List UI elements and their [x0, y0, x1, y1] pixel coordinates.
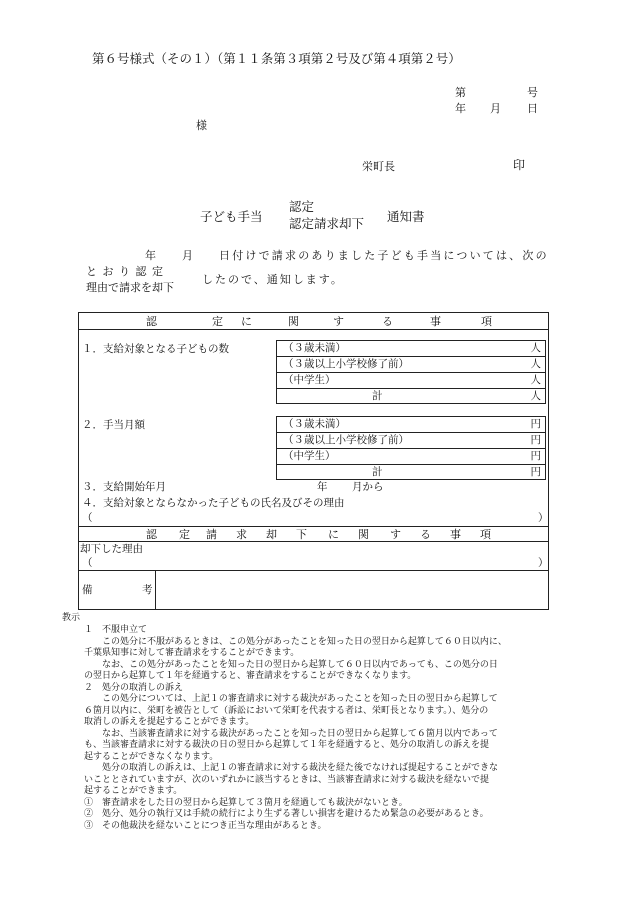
instruction-body: [84, 625, 624, 832]
instruction-line: いこととされていますが、次のいずれかに該当するときは、当該審査請求に対する裁決を経ないで提: [84, 774, 490, 785]
instruction-line: ③ その他裁決を経ないことにつき正当な理由があるとき。: [84, 820, 327, 831]
item1-total: 計: [372, 390, 383, 402]
item1-row-junior-high: （中学生）: [283, 374, 336, 386]
instruction-line: 取消しの訴えを提起することができます。: [84, 717, 255, 727]
divider: [78, 570, 549, 571]
instruction-line: ② 処分、処分の執行又は手続の続行により生ずる著しい損害を避けるため緊急の必要があるとき。: [84, 809, 489, 819]
instruction-line: ６箇月以内に、栄町を被告として（訴訟において栄町を代表する者は、栄町長となります。）、処分の: [84, 705, 489, 716]
item4-label: ４．支給対象とならなかった子どもの氏名及びその理由: [82, 497, 345, 509]
item4-close-paren: ）: [538, 512, 549, 524]
instruction-line: ① 審査請求をした日の翌日から起算して３箇月を経過しても裁決がないとき。: [84, 797, 408, 808]
divider: [78, 526, 549, 527]
remarks-label-a: 備: [82, 584, 93, 596]
item2-row-junior-high: （中学生）: [283, 450, 336, 462]
notice-title-approve: 認定: [289, 199, 315, 214]
notice-title-prefix: 子ども手当: [200, 209, 263, 224]
instruction-line: なお、この処分があったことを知った日の翌日から起算して６０日以内であっても、この処分の日: [84, 659, 498, 670]
instruction-line: 千葉県知事に対して審査請求をすることができます。: [84, 648, 300, 658]
intro-line2: したので、通知します。: [202, 273, 344, 286]
item2-label: ２．手当月額: [82, 419, 145, 431]
item3-label: ３．支給開始年月: [82, 481, 166, 493]
rejection-header: 認 定 請 求 却 下 に 関 す る 事 項: [146, 528, 491, 541]
instruction-line: １ 不服申立て: [84, 625, 148, 635]
remarks-divider: [155, 570, 156, 610]
remarks-label-b: 考: [142, 584, 153, 596]
issuer-seal: 印: [513, 158, 526, 172]
instruction-line: 起することができます。: [84, 786, 183, 796]
instruction-line: ２ 処分の取消しの訴え: [84, 682, 184, 693]
item1-row-3-to-elem: （３歳以上小学校修了前）: [283, 358, 409, 370]
intro-month: 月: [182, 249, 193, 262]
item3-year: 年: [317, 481, 328, 493]
issuer-title: 栄町長: [362, 160, 395, 173]
instruction-line: 処分の取消しの訴えは、上記１の審査請求に対する裁決を経た後でなければ提起することができな: [84, 763, 499, 773]
item2-row-under3: （３歳未満）: [283, 418, 346, 430]
notice-title-reject: 認定請求却下: [289, 216, 365, 231]
date-day: 日: [527, 102, 538, 115]
date-year: 年: [455, 102, 466, 115]
instruction-line: の翌日から起算して１年を経過すると、審査請求をすることができなくなります。: [84, 671, 417, 681]
divider: [78, 329, 549, 330]
item2-row-3-to-elem: （３歳以上小学校修了前）: [283, 434, 409, 446]
item1-label: １．支給対象となる子どもの数: [82, 343, 229, 355]
item3-month-from: 月から: [352, 481, 384, 493]
item2-breakdown: （３歳未満） 円 （３歳以上小学校修了前） 円 （中学生） 円 計 円: [276, 416, 546, 480]
number-dai: 第: [455, 86, 466, 99]
intro-line1: 日付けで請求のありました子ども手当については、次の: [219, 249, 549, 262]
item1-row-under3: （３歳未満）: [283, 342, 346, 354]
item4-open-paren: （: [82, 512, 93, 524]
instruction-line: 起することができなくなります。: [84, 751, 219, 762]
instruction-line: この処分に不服があるときは、この処分があったことを知った日の翌日から起算して６０日以内に、: [84, 636, 507, 647]
notice-title-suffix: 通知書: [387, 209, 425, 224]
approval-header: 認 定 に 関 す る 事 項: [146, 315, 492, 328]
instruction-heading: 教示: [62, 613, 81, 623]
form-title: 第６号様式（その１）（第１１条第３項第２号及び第４項第２号）: [92, 51, 461, 66]
instruction-line: も、当該審査請求に対する裁決の日の翌日から起算して１年を経過すると、処分の取消しの訴えを提: [84, 740, 490, 750]
date-month: 月: [490, 102, 501, 115]
rejection-open-paren: （: [82, 557, 93, 569]
rejection-reason-label: 却下した理由: [80, 543, 143, 555]
item2-total: 計: [372, 466, 383, 478]
instruction-line: この処分については、上記１の審査請求に対する裁決があったことを知った日の翌日から起算して: [84, 694, 498, 704]
intro-option-reject: 理由で請求を却下: [86, 281, 174, 294]
divider: [78, 541, 549, 542]
addressee-suffix: 様: [196, 119, 207, 132]
instruction-line: なお、当該審査請求に対する裁決があったことを知った日の翌日から起算して６箇月以内であって: [84, 728, 498, 739]
intro-year: 年: [145, 249, 156, 262]
intro-option-approve: と お り 認 定: [86, 265, 164, 278]
rejection-close-paren: ）: [538, 557, 549, 569]
item1-breakdown: （３歳未満） 人 （３歳以上小学校修了前） 人 （中学生） 人 計 人: [276, 340, 546, 404]
number-go: 号: [527, 86, 538, 99]
